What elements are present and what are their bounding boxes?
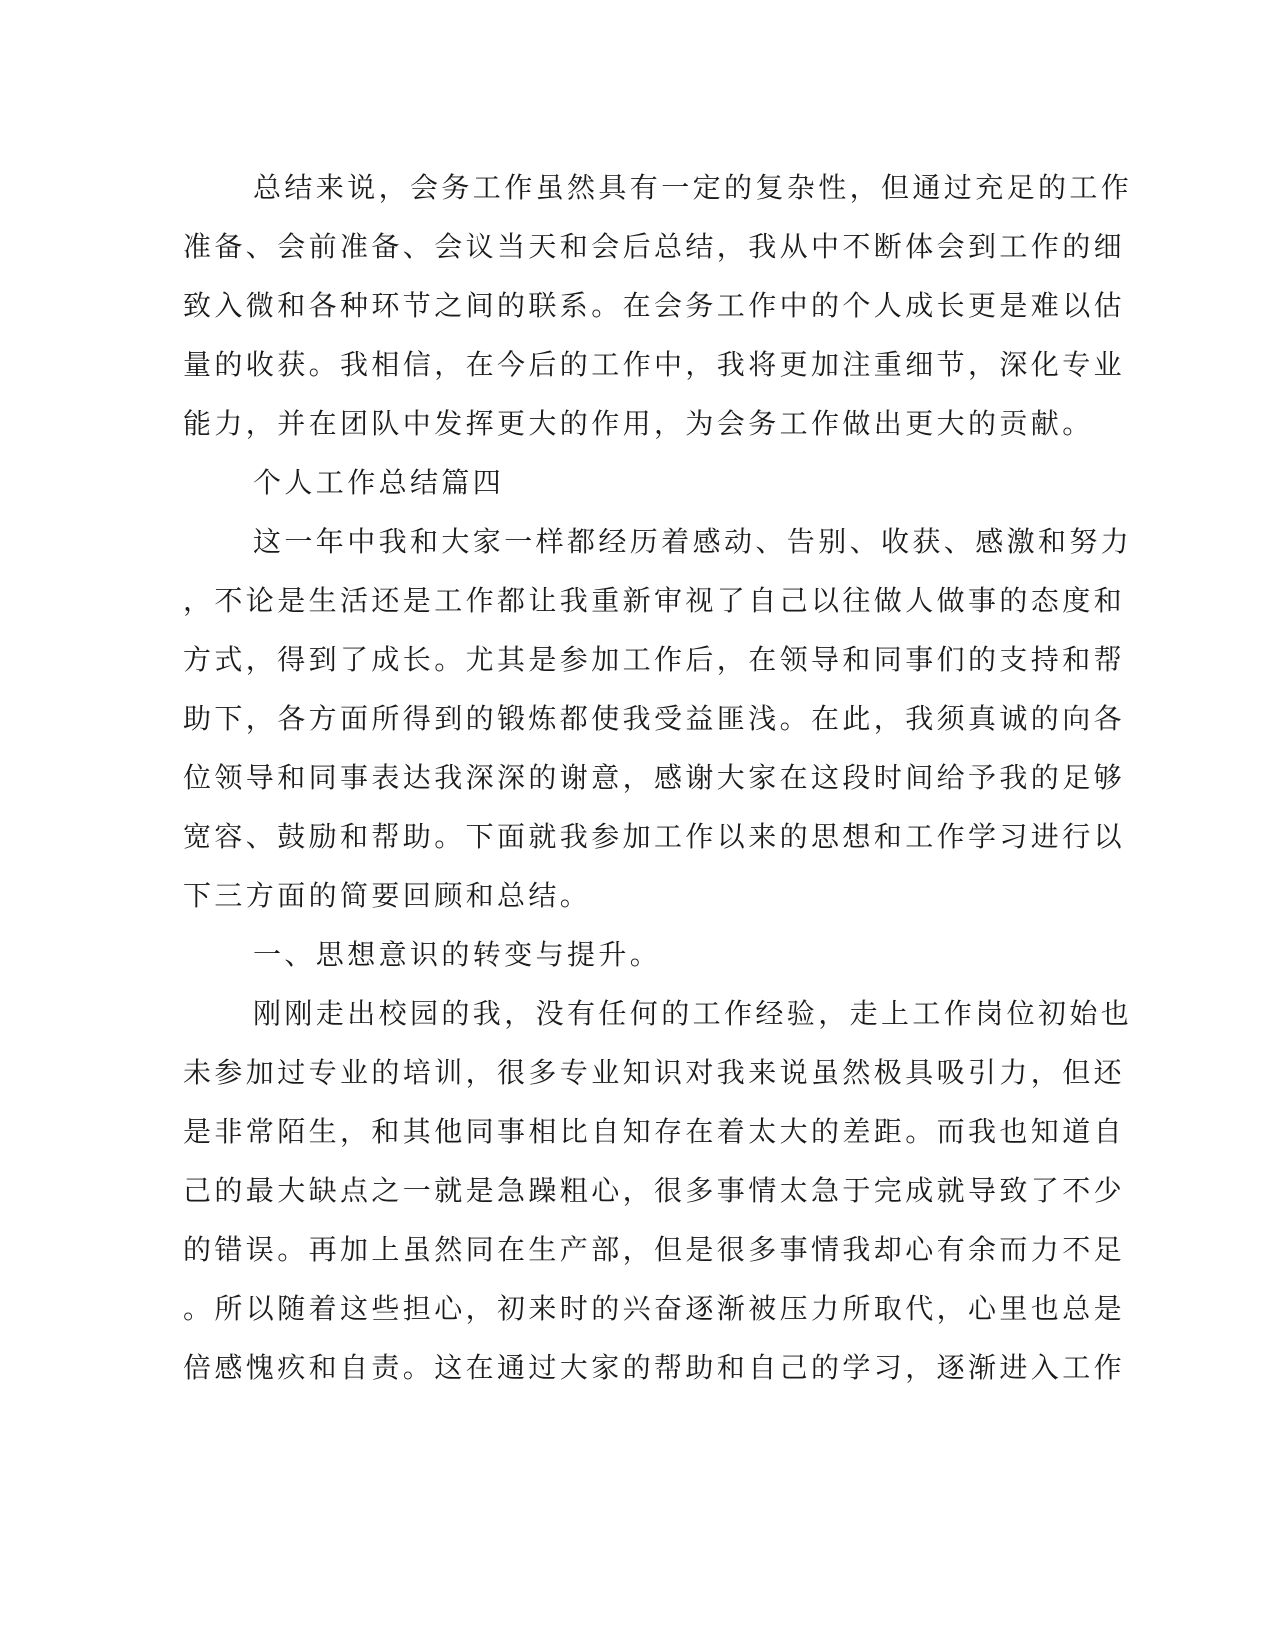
section-heading: 个人工作总结篇四 xyxy=(253,466,505,499)
paragraph-line: 位领导和同事表达我深深的谢意，感谢大家在这段时间给予我的足够 xyxy=(183,761,1126,794)
paragraph-line: 方式，得到了成长。尤其是参加工作后，在领导和同事们的支持和帮 xyxy=(183,643,1126,676)
paragraph-line: 己的最大缺点之一就是急躁粗心，很多事情太急于完成就导致了不少 xyxy=(183,1174,1126,1207)
paragraph-line: 未参加过专业的培训，很多专业知识对我来说虽然极具吸引力，但还 xyxy=(183,1056,1126,1089)
document-body xyxy=(183,158,1133,1397)
paragraph-line: 总结来说，会务工作虽然具有一定的复杂性，但通过充足的工作 xyxy=(253,171,1133,204)
paragraph-line: 倍感愧疚和自责。这在通过大家的帮助和自己的学习，逐渐进入工作 xyxy=(183,1351,1126,1384)
subsection-heading: 一、思想意识的转变与提升。 xyxy=(253,938,662,971)
paragraph-line: 这一年中我和大家一样都经历着感动、告别、收获、感激和努力 xyxy=(253,525,1133,558)
paragraph-line: 是非常陌生，和其他同事相比自知存在着太大的差距。而我也知道自 xyxy=(183,1115,1126,1148)
paragraph-line: ，不论是生活还是工作都让我重新审视了自己以往做人做事的态度和 xyxy=(183,584,1126,617)
paragraph-line: 刚刚走出校园的我，没有任何的工作经验，走上工作岗位初始也 xyxy=(253,997,1133,1030)
paragraph-line: 的错误。再加上虽然同在生产部，但是很多事情我却心有余而力不足 xyxy=(183,1233,1126,1266)
paragraph-line: 能力，并在团队中发挥更大的作用，为会务工作做出更大的贡献。 xyxy=(183,407,1094,440)
paragraph-line: 准备、会前准备、会议当天和会后总结，我从中不断体会到工作的细 xyxy=(183,230,1126,263)
paragraph-line: 量的收获。我相信，在今后的工作中，我将更加注重细节，深化专业 xyxy=(183,348,1126,381)
paragraph-line: 助下，各方面所得到的锻炼都使我受益匪浅。在此，我须真诚的向各 xyxy=(183,702,1126,735)
paragraph-line: 宽容、鼓励和帮助。下面就我参加工作以来的思想和工作学习进行以 xyxy=(183,820,1126,853)
paragraph-line: 致入微和各种环节之间的联系。在会务工作中的个人成长更是难以估 xyxy=(183,289,1126,322)
paragraph-line: 。所以随着这些担心，初来时的兴奋逐渐被压力所取代，心里也总是 xyxy=(183,1292,1126,1325)
paragraph-line: 下三方面的简要回顾和总结。 xyxy=(183,879,592,912)
